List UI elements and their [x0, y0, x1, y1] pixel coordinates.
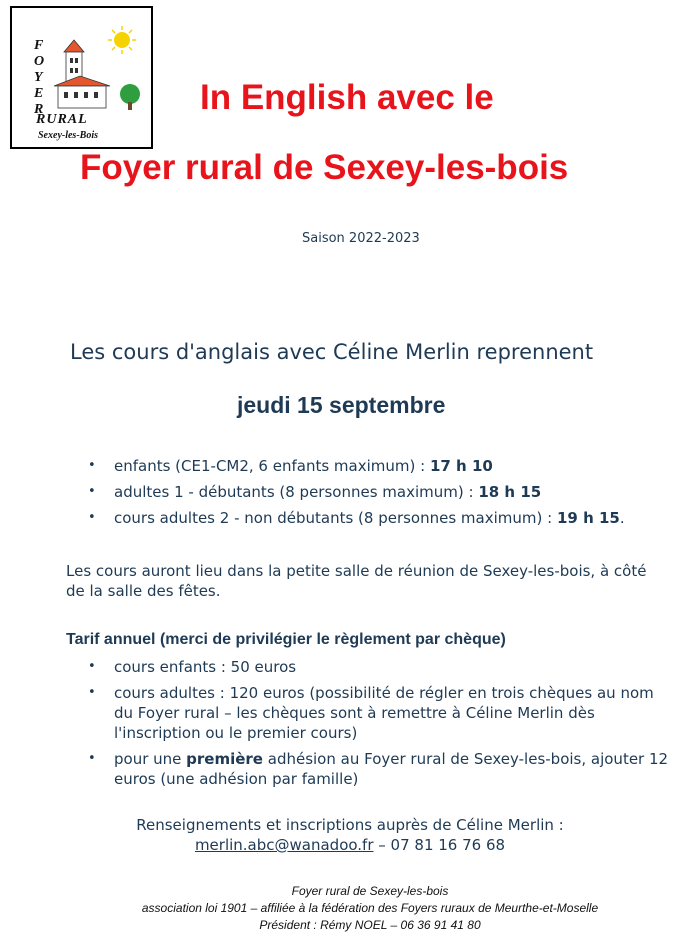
list-item: • enfants (CE1-CM2, 6 enfants maximum) : 17 h 10 — [66, 456, 696, 476]
list-item: • cours adultes 2 - non débutants (8 personnes maximum) : 19 h 15. — [66, 508, 696, 528]
email-link[interactable]: merlin.abc@wanadoo.fr — [194, 836, 374, 854]
logo-place-text: Sexey-les-Bois — [38, 130, 98, 141]
class-time: 18 h 15 — [478, 483, 542, 501]
class-time: 19 h 15 — [556, 509, 620, 527]
tree-icon — [120, 84, 140, 104]
season-label: Saison 2022-2023 — [302, 231, 420, 246]
lead-sentence: Les cours d'anglais avec Céline Merlin reprennent — [70, 340, 594, 364]
contact-block — [0, 815, 700, 855]
location-paragraph: Les cours auront lieu dans la petite salle de réunion de Sexey-les-bois, à côté de la salle des fêtes. — [66, 562, 647, 600]
sun-icon — [114, 32, 130, 48]
class-schedule-list — [66, 456, 696, 534]
start-date: jeudi 15 septembre — [237, 392, 446, 418]
footer-president: Président : Rémy NOEL – 06 36 91 41 80 — [259, 918, 481, 932]
contact-line: Renseignements et inscriptions auprès de Céline Merlin : — [136, 816, 564, 834]
footer-association: association loi 1901 – affiliée à la fédération des Foyers ruraux de Meurthe-et-Moselle — [141, 901, 599, 915]
list-item: • adultes 1 - débutants (8 personnes maximum) : 18 h 15 — [66, 482, 696, 502]
list-item: • pour une première adhésion au Foyer rural de Sexey-les-bois, ajouter 12 euros (une adhésion par famille) — [66, 749, 676, 789]
title-line-2: Foyer rural de Sexey-les-bois — [80, 148, 569, 187]
footer-org: Foyer rural de Sexey-les-bois — [291, 884, 449, 898]
list-item: • cours enfants : 50 euros — [66, 657, 676, 677]
logo-rural-text: RURAL — [36, 112, 88, 127]
church-illustration — [50, 22, 153, 122]
phone-number: – 07 81 16 76 68 — [373, 836, 506, 854]
footer — [0, 883, 700, 934]
title-line-1: In English avec le — [200, 78, 494, 117]
foyer-rural-logo — [10, 6, 153, 149]
tarif-heading: Tarif annuel (merci de privilégier le règlement par chèque) — [66, 631, 506, 648]
class-time: 17 h 10 — [429, 457, 493, 475]
tarif-list — [66, 657, 676, 795]
list-item: • cours adultes : 120 euros (possibilité de régler en trois chèques au nom du Foyer rural – les chèques sont à remettre à Céline Merlin dès l'inscription ou le premier cours) — [66, 683, 676, 743]
logo-vertical-word: F O Y E R — [34, 38, 45, 117]
